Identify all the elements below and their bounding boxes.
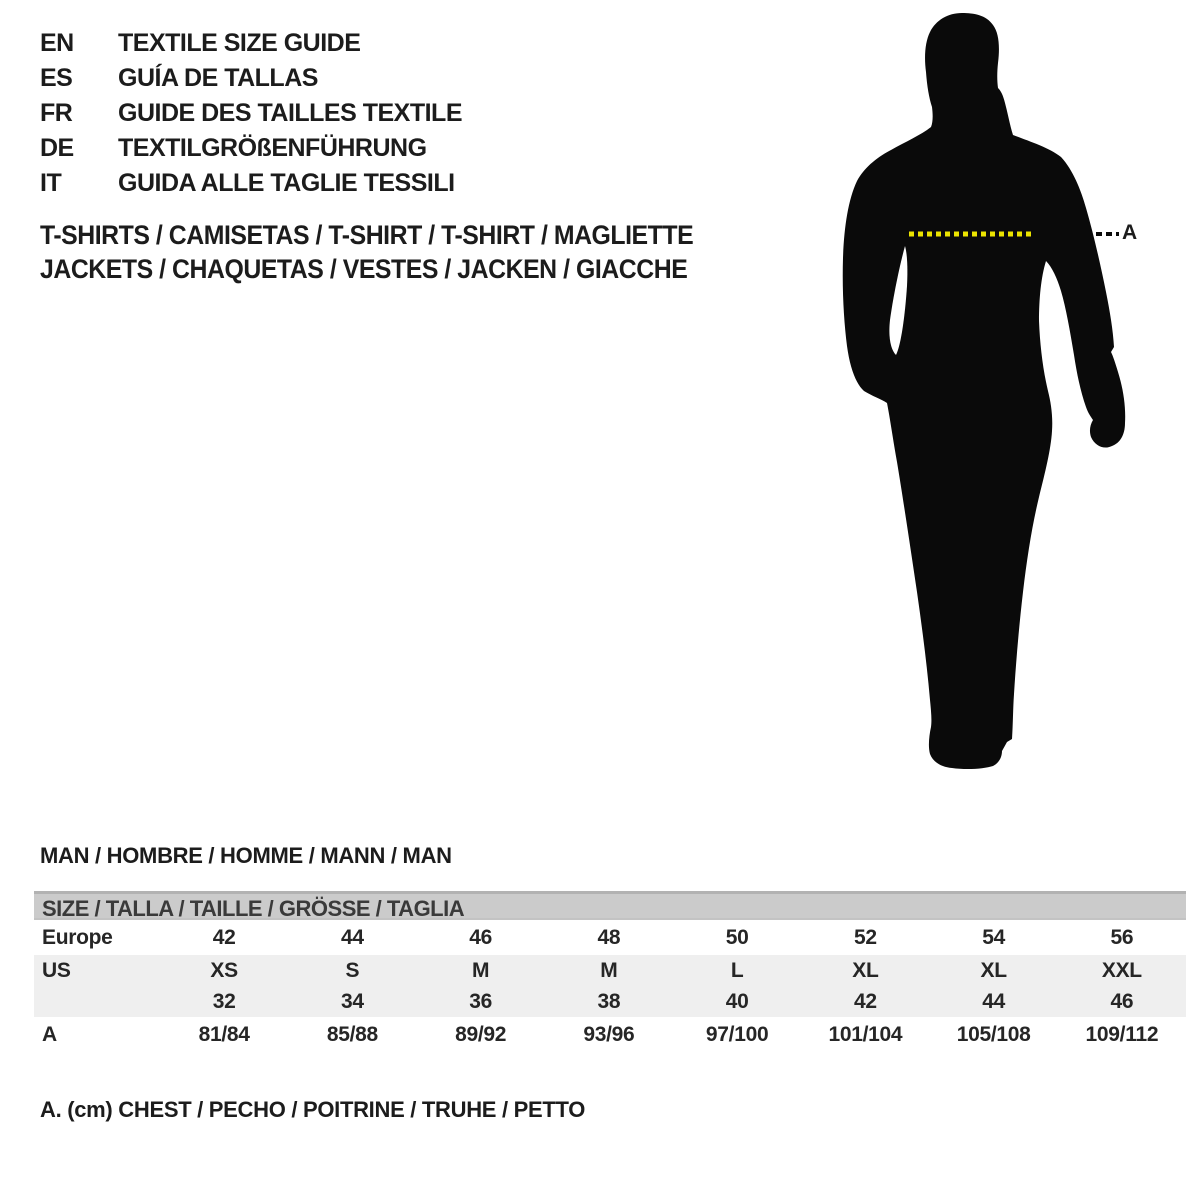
- language-title: TEXTILGRÖßENFÜHRUNG: [118, 134, 427, 162]
- size-cell: L: [730, 958, 744, 982]
- size-cell: XL: [980, 958, 1007, 982]
- row-label: US: [42, 958, 71, 982]
- language-title: GUÍA DE TALLAS: [118, 64, 318, 92]
- size-cell: 38: [597, 989, 621, 1013]
- row-label: [34, 986, 160, 1017]
- size-cell: 36: [469, 989, 492, 1013]
- size-cell: 85/88: [326, 1023, 378, 1046]
- measure-footnote: A. (cm) CHEST / PECHO / POITRINE / TRUHE / PETTO: [40, 1097, 586, 1122]
- size-cell: M: [600, 958, 618, 982]
- table-row-numeric: [34, 986, 1186, 1017]
- size-table-header: SIZE / TALLA / TAILLE / GRÖSSE / TAGLIA: [34, 891, 1186, 920]
- size-cell: 89/92: [455, 1023, 507, 1046]
- man-silhouette-figure: [830, 0, 1140, 790]
- size-cell: 52: [853, 925, 877, 949]
- language-row-de: [40, 131, 462, 166]
- language-code: FR: [40, 99, 73, 127]
- language-code: EN: [40, 29, 74, 57]
- size-cell: 48: [597, 925, 621, 949]
- language-title: TEXTILE SIZE GUIDE: [118, 29, 361, 57]
- size-cell: 105/108: [956, 1023, 1031, 1046]
- size-cell: 54: [982, 925, 1005, 949]
- size-cell: 34: [340, 989, 364, 1013]
- table-row-us: [34, 955, 1186, 986]
- measure-label-a: A: [1122, 221, 1138, 244]
- category-line-tshirts: T-SHIRTS / CAMISETAS / T-SHIRT / T-SHIRT / MAGLIETTE: [40, 220, 694, 250]
- size-cell: 81/84: [198, 1023, 250, 1046]
- row-label: Europe: [42, 925, 113, 949]
- size-cell: 46: [1110, 989, 1134, 1013]
- language-row-en: [40, 26, 462, 61]
- size-cell: 101/104: [828, 1023, 903, 1046]
- table-row-chest-a: [34, 1017, 1186, 1053]
- size-cell: XXL: [1101, 958, 1142, 982]
- language-row-es: [40, 61, 462, 96]
- size-cell: 44: [340, 925, 364, 949]
- size-cell: 46: [469, 925, 492, 949]
- size-cell: 42: [212, 925, 236, 949]
- size-cell: XL: [852, 958, 879, 982]
- language-list: [40, 26, 462, 201]
- size-cell: M: [472, 958, 490, 982]
- size-cell: 109/112: [1085, 1023, 1159, 1046]
- category-lines: [40, 218, 750, 286]
- size-cell: 50: [725, 925, 749, 949]
- language-code: ES: [40, 64, 73, 92]
- size-cell: 44: [982, 989, 1005, 1013]
- language-title: GUIDA ALLE TAGLIE TESSILI: [118, 169, 455, 197]
- category-line-jackets: JACKETS / CHAQUETAS / VESTES / JACKEN / GIACCHE: [40, 254, 688, 284]
- man-silhouette: [843, 13, 1125, 769]
- language-row-fr: [40, 96, 462, 131]
- language-title: GUIDE DES TAILLES TEXTILE: [118, 99, 463, 127]
- language-code: IT: [40, 169, 62, 197]
- size-cell: S: [345, 958, 360, 982]
- size-cell: XS: [210, 958, 238, 982]
- language-code: DE: [40, 134, 74, 162]
- size-cell: 42: [853, 989, 877, 1013]
- section-title-man: MAN / HOMBRE / HOMME / MANN / MAN: [40, 843, 452, 868]
- table-row-europe: [34, 920, 1186, 955]
- row-label: A: [42, 1023, 57, 1046]
- size-table: [34, 891, 1186, 1053]
- language-row-it: [40, 166, 462, 201]
- size-cell: 40: [725, 989, 749, 1013]
- size-cell: 56: [1110, 925, 1134, 949]
- size-cell: 97/100: [705, 1023, 769, 1046]
- size-cell: 93/96: [583, 1023, 635, 1046]
- size-cell: 32: [212, 989, 236, 1013]
